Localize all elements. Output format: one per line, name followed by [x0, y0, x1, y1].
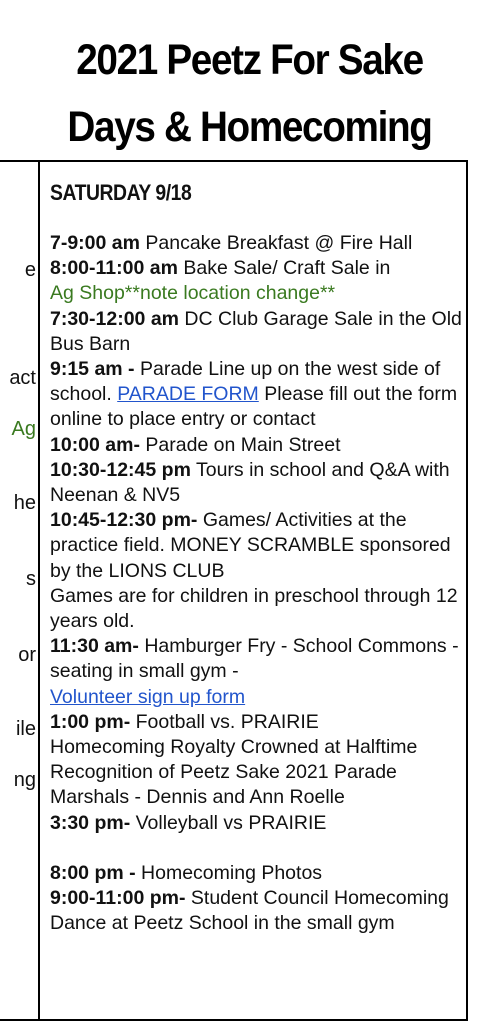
- parade-form-link[interactable]: PARADE FORM: [117, 383, 259, 406]
- left-column-fragment: he: [13, 492, 36, 514]
- entry-text: Parade on Main Street: [139, 433, 341, 456]
- left-column-fragment: s: [26, 568, 36, 590]
- left-column-fragment: ile: [15, 718, 36, 740]
- entry-time: 7:30-12:00 am: [50, 307, 179, 330]
- schedule-entry: [50, 433, 470, 458]
- spacer: [50, 836, 470, 861]
- entry-text: Bake Sale/ Craft Sale in: [177, 257, 391, 280]
- page-title-line-2: Days & Homecoming: [67, 103, 432, 151]
- entry-text: Volleyball vs PRAIRIE: [130, 811, 327, 834]
- schedule-entry: [50, 811, 470, 836]
- entry-text: Hamburger Fry - School Commons - seating in small gym -: [50, 635, 459, 683]
- entry-text: Please fill out the form online to place entry or contact: [50, 383, 458, 431]
- entry-text: Games/ Activities at the practice field. MONEY SCRAMBLE sponsored by the LIONS CLUB: [50, 509, 451, 582]
- entry-text: DC Club Garage Sale in the Old Bus Barn: [50, 307, 462, 355]
- entry-time: 10:30-12:45 pm: [50, 458, 191, 481]
- entry-text: Homecoming Photos: [141, 862, 323, 885]
- entry-extra-text: Games are for children in preschool through 12 years old.: [50, 584, 458, 633]
- entry-time: 9:15 am -: [50, 358, 140, 381]
- schedule-entry: [50, 710, 470, 811]
- schedule-entry: [50, 256, 470, 306]
- entry-time: 8:00-11:00 am: [50, 257, 178, 280]
- entry-text: Parade Line up on the west side of school.: [50, 358, 441, 406]
- schedule-entry: [50, 231, 470, 256]
- entry-time: 10:00 am-: [50, 433, 140, 456]
- entry-extra-text: Recognition of Peetz Sake 2021 Parade Marshals - Dennis and Ann Roelle: [50, 761, 397, 809]
- schedule-entry: [50, 861, 470, 886]
- entry-text: Tours in school and Q&A with Neenan & NV5: [50, 458, 450, 507]
- schedule-entry: [50, 634, 470, 710]
- left-column-fragment: e: [24, 259, 36, 281]
- schedule-entry: [50, 886, 470, 936]
- entry-text: Football vs. PRAIRIE: [130, 710, 319, 733]
- entry-time: 11:30 am-: [50, 635, 139, 658]
- left-column-fragment: Ag: [11, 418, 36, 440]
- schedule-entry: [50, 357, 470, 433]
- left-column-fragment: act: [9, 367, 36, 389]
- entry-time: 3:30 pm-: [50, 811, 131, 834]
- entry-time: 1:00 pm-: [50, 710, 131, 733]
- entry-time: 10:45-12:30 pm-: [50, 509, 198, 532]
- entry-extra-text: Homecoming Royalty Crowned at Halftime: [50, 736, 418, 759]
- volunteer-signup-link[interactable]: Volunteer sign up form: [50, 685, 246, 708]
- schedule-entry: [50, 508, 470, 634]
- schedule-entry: [50, 307, 470, 357]
- schedule-entry: [50, 458, 470, 508]
- left-column-fragment: or: [18, 644, 36, 666]
- column-divider: [38, 160, 40, 1021]
- entry-text: Student Council Homecoming Dance at Peetz School in the small gym: [50, 887, 449, 935]
- page-title-line-1: 2021 Peetz For Sake: [76, 36, 423, 84]
- table-top-border: [0, 160, 468, 162]
- entry-text: Pancake Breakfast @ Fire Hall: [139, 232, 413, 254]
- left-column-fragment: ng: [13, 769, 36, 791]
- entry-time: 8:00 pm -: [50, 862, 142, 885]
- table-bottom-border: [0, 1019, 468, 1021]
- location-change-note: Ag Shop**note location change**: [50, 282, 336, 305]
- entry-time: 9:00-11:00 pm-: [50, 887, 186, 910]
- day-header: SATURDAY 9/18: [50, 180, 192, 205]
- entry-time: 7-9:00 am: [50, 232, 140, 254]
- schedule-list: [50, 231, 470, 937]
